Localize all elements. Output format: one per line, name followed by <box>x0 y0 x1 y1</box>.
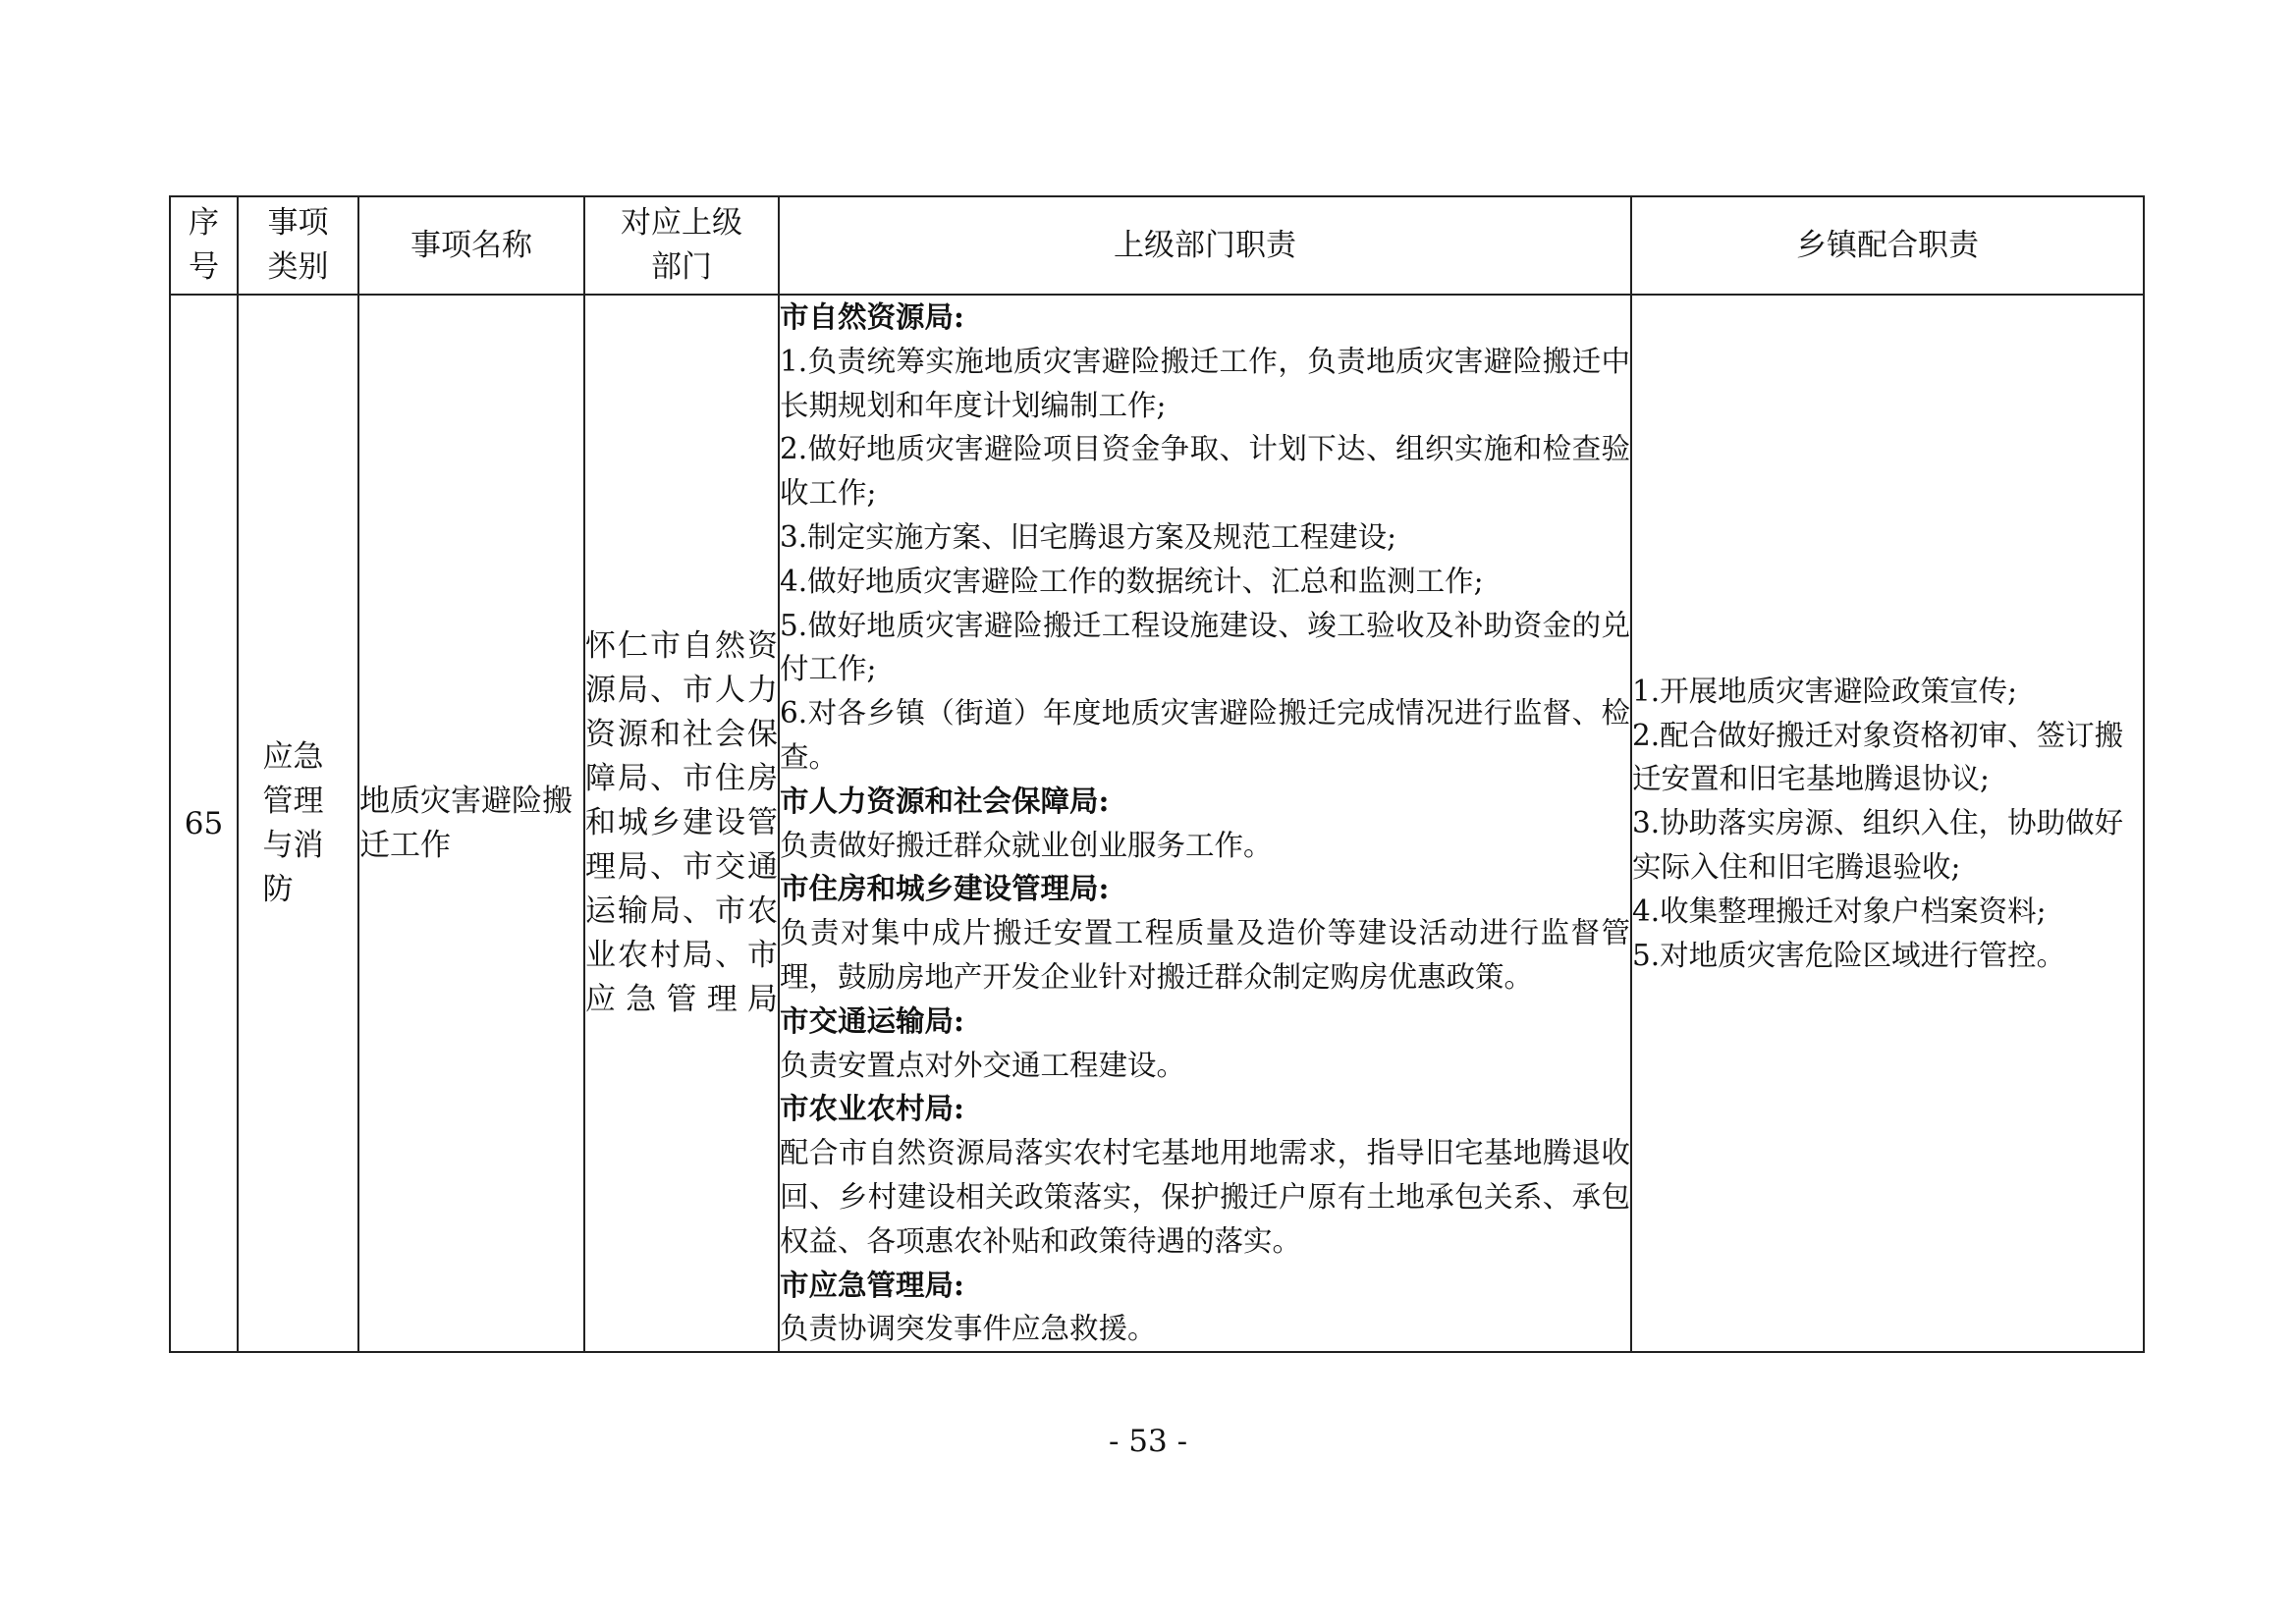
duty-section-heading: 市农业农村局: <box>780 1091 964 1126</box>
duty-item: 5.做好地质灾害避险搬迁工程设施建设、竣工验收及补助资金的兑付工作; <box>780 608 1630 686</box>
header-town: 乡镇配合职责 <box>1631 196 2144 295</box>
duty-table <box>169 195 2145 1353</box>
header-dept: 对应上级部门 <box>584 196 779 295</box>
duty-item: 配合市自然资源局落实农村宅基地用地需求，指导旧宅基地腾退收回、乡村建设相关政策落实，保护搬迁户原有土地承包关系、承包权益、各项惠农补贴和政策待遇的落实。 <box>780 1136 1630 1258</box>
town-duty-item: 3.协助落实房源、组织入住，协助做好实际入住和旧宅腾退验收; <box>1632 806 2124 884</box>
table-row <box>170 295 2144 1352</box>
row-dept: 怀仁市自然资源局、市人力资源和社会保障局、市住房和城乡建设管理局、市交通运输局、市农业农村局、市应急管理局 <box>584 295 779 1352</box>
row-name: 地质灾害避险搬迁工作 <box>358 295 584 1352</box>
duty-item: 4.做好地质灾害避险工作的数据统计、汇总和监测工作; <box>780 564 1484 598</box>
duty-item: 负责对集中成片搬迁安置工程质量及造价等建设活动进行监督管理，鼓励房地产开发企业针对搬迁群众制定购房优惠政策。 <box>780 916 1630 994</box>
duty-section-heading: 市应急管理局: <box>780 1267 964 1302</box>
duty-section-heading: 市交通运输局: <box>780 1002 964 1038</box>
page-number: - 53 - <box>1108 1424 1188 1459</box>
header-no: 序号 <box>170 196 238 295</box>
town-duty-item: 1.开展地质灾害避险政策宣传; <box>1632 674 2018 708</box>
table-header-row <box>170 196 2144 295</box>
header-name: 事项名称 <box>358 196 584 295</box>
town-duty-item: 4.收集整理搬迁对象户档案资料; <box>1632 893 2047 928</box>
row-duty <box>779 295 1631 1352</box>
duty-item: 2.做好地质灾害避险项目资金争取、计划下达、组织实施和检查验收工作; <box>780 432 1630 511</box>
duty-section-heading: 市住房和城乡建设管理局: <box>780 871 1110 906</box>
duty-item: 6.对各乡镇（街道）年度地质灾害避险搬迁完成情况进行监督、检查。 <box>780 696 1630 774</box>
town-duty-item: 5.对地质灾害危险区域进行管控。 <box>1632 938 2066 972</box>
duty-section-heading: 市自然资源局: <box>780 299 964 334</box>
duty-item: 3.制定实施方案、旧宅腾退方案及规范工程建设; <box>780 519 1397 554</box>
duty-item: 负责做好搬迁群众就业创业服务工作。 <box>780 828 1273 862</box>
header-duty: 上级部门职责 <box>779 196 1631 295</box>
town-duty-item: 2.配合做好搬迁对象资格初审、签订搬迁安置和旧宅基地腾退协议; <box>1632 718 2124 796</box>
row-category: 应急管理与消防 <box>238 295 358 1352</box>
header-category: 事项类别 <box>238 196 358 295</box>
duty-section-heading: 市人力资源和社会保障局: <box>780 783 1110 818</box>
duty-item: 1.负责统筹实施地质灾害避险搬迁工作，负责地质灾害避险搬迁中长期规划和年度计划编制工作; <box>780 344 1630 422</box>
row-town <box>1631 295 2144 1352</box>
duty-item: 负责协调突发事件应急救援。 <box>780 1312 1157 1346</box>
row-number: 65 <box>170 295 238 1352</box>
duty-item: 负责安置点对外交通工程建设。 <box>780 1048 1186 1082</box>
